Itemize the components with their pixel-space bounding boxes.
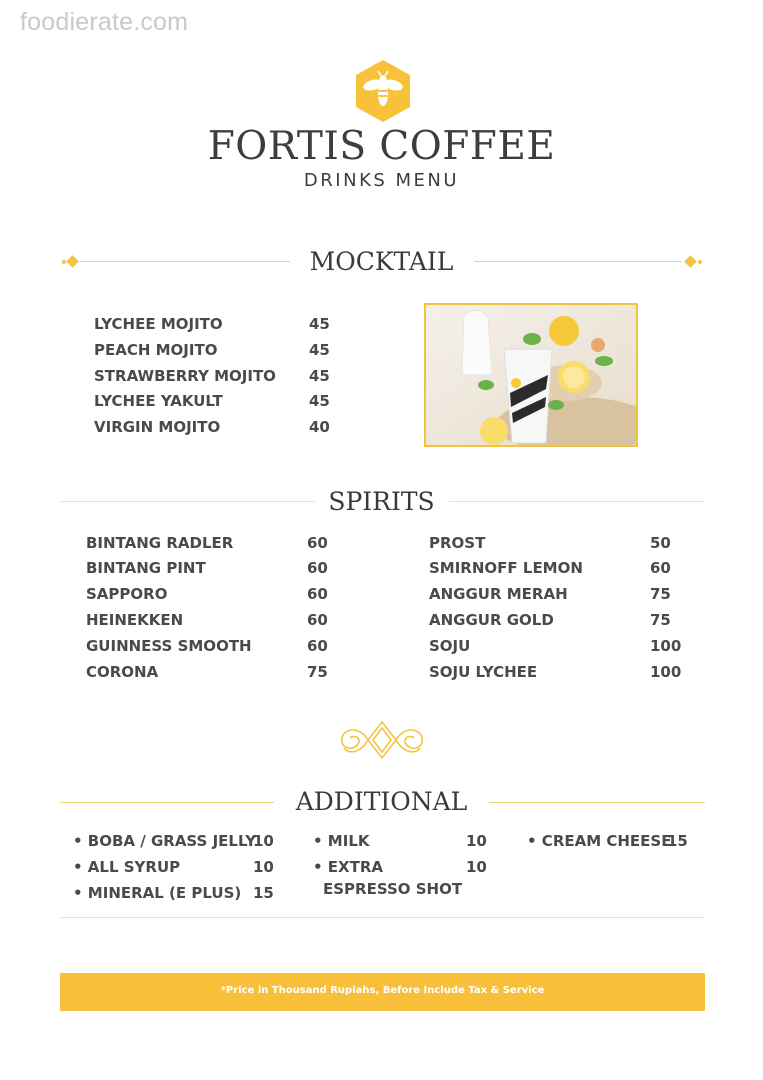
menu-item-price: 10 xyxy=(466,858,487,876)
menu-subtitle: DRINKS MENU xyxy=(303,170,460,191)
menu-item-price: 60 xyxy=(307,637,328,655)
menu-item-name: • ALL SYRUP xyxy=(73,858,181,876)
menu-item-price: 10 xyxy=(253,832,274,850)
menu-item-name: • EXTRA xyxy=(313,858,384,876)
menu-item-price: 60 xyxy=(307,559,328,577)
menu-item-name: • MINERAL (E PLUS) xyxy=(73,884,242,902)
menu-item-price: 40 xyxy=(309,418,330,436)
menu-item-name: • MILK xyxy=(313,832,370,850)
menu-item-price: 100 xyxy=(650,637,682,655)
menu-item-name: SAPPORO xyxy=(86,585,168,603)
menu-item-price: 45 xyxy=(309,341,330,359)
menu-item-price: 15 xyxy=(667,832,688,850)
menu-item-price: 60 xyxy=(307,585,328,603)
brand-title: FORTIS COFFEE xyxy=(207,124,556,169)
menu-item-price: 10 xyxy=(466,832,487,850)
section-title-mocktail: MOCKTAIL xyxy=(309,247,454,276)
menu-item-price: 50 xyxy=(650,534,671,552)
menu-item-name: HEINEKKEN xyxy=(86,611,184,629)
section-title-additional: ADDITIONAL xyxy=(295,787,468,816)
menu-item-name: BINTANG RADLER xyxy=(86,534,234,552)
menu-item-name: SOJU xyxy=(429,637,471,655)
section-title-spirits: SPIRITS xyxy=(328,487,435,516)
menu-item-name: • BOBA / GRASS JELLY xyxy=(73,832,257,850)
divider-line xyxy=(489,802,705,803)
menu-item-name: VIRGIN MOJITO xyxy=(94,418,221,436)
bee-hexagon-icon xyxy=(353,58,413,124)
menu-item-price: 100 xyxy=(650,663,682,681)
drink-photo xyxy=(424,303,638,447)
menu-item-price: 60 xyxy=(307,611,328,629)
menu-item-price: 75 xyxy=(307,663,328,681)
menu-item-name: PEACH MOJITO xyxy=(94,341,218,359)
menu-item-name: STRAWBERRY MOJITO xyxy=(94,367,276,385)
price-note-bar xyxy=(60,973,705,1011)
flourish-ornament-icon xyxy=(336,718,428,762)
divider-dot xyxy=(698,260,702,264)
price-note: *Price in Thousand Rupiahs, Before Include Tax & Service xyxy=(220,985,545,996)
menu-item-name: ANGGUR GOLD xyxy=(429,611,554,629)
menu-item-name: BINTANG PINT xyxy=(86,559,206,577)
menu-item-name: ANGGUR MERAH xyxy=(429,585,568,603)
menu-item-price: 45 xyxy=(309,315,330,333)
menu-item-name: LYCHEE YAKULT xyxy=(94,392,223,410)
menu-item-price: 45 xyxy=(309,367,330,385)
menu-item-price: 15 xyxy=(253,884,274,902)
watermark: foodierate.com xyxy=(20,8,189,36)
menu-item-price: 60 xyxy=(650,559,671,577)
menu-item-name: LYCHEE MOJITO xyxy=(94,315,223,333)
menu-item-name: PROST xyxy=(429,534,486,552)
menu-item-name-continued: ESPRESSO SHOT xyxy=(323,880,463,898)
menu-item-name: SMIRNOFF LEMON xyxy=(429,559,583,577)
menu-item-price: 60 xyxy=(307,534,328,552)
menu-item-name: GUINNESS SMOOTH xyxy=(86,637,252,655)
menu-item-name: CORONA xyxy=(86,663,159,681)
menu-item-price: 75 xyxy=(650,611,671,629)
divider-line xyxy=(449,501,705,502)
menu-item-price: 75 xyxy=(650,585,671,603)
menu-item-name: SOJU LYCHEE xyxy=(429,663,538,681)
menu-item-name: • CREAM CHEESE xyxy=(527,832,672,850)
divider-line xyxy=(60,917,705,918)
divider-line xyxy=(474,261,682,262)
menu-item-price: 45 xyxy=(309,392,330,410)
menu-item-price: 10 xyxy=(253,858,274,876)
